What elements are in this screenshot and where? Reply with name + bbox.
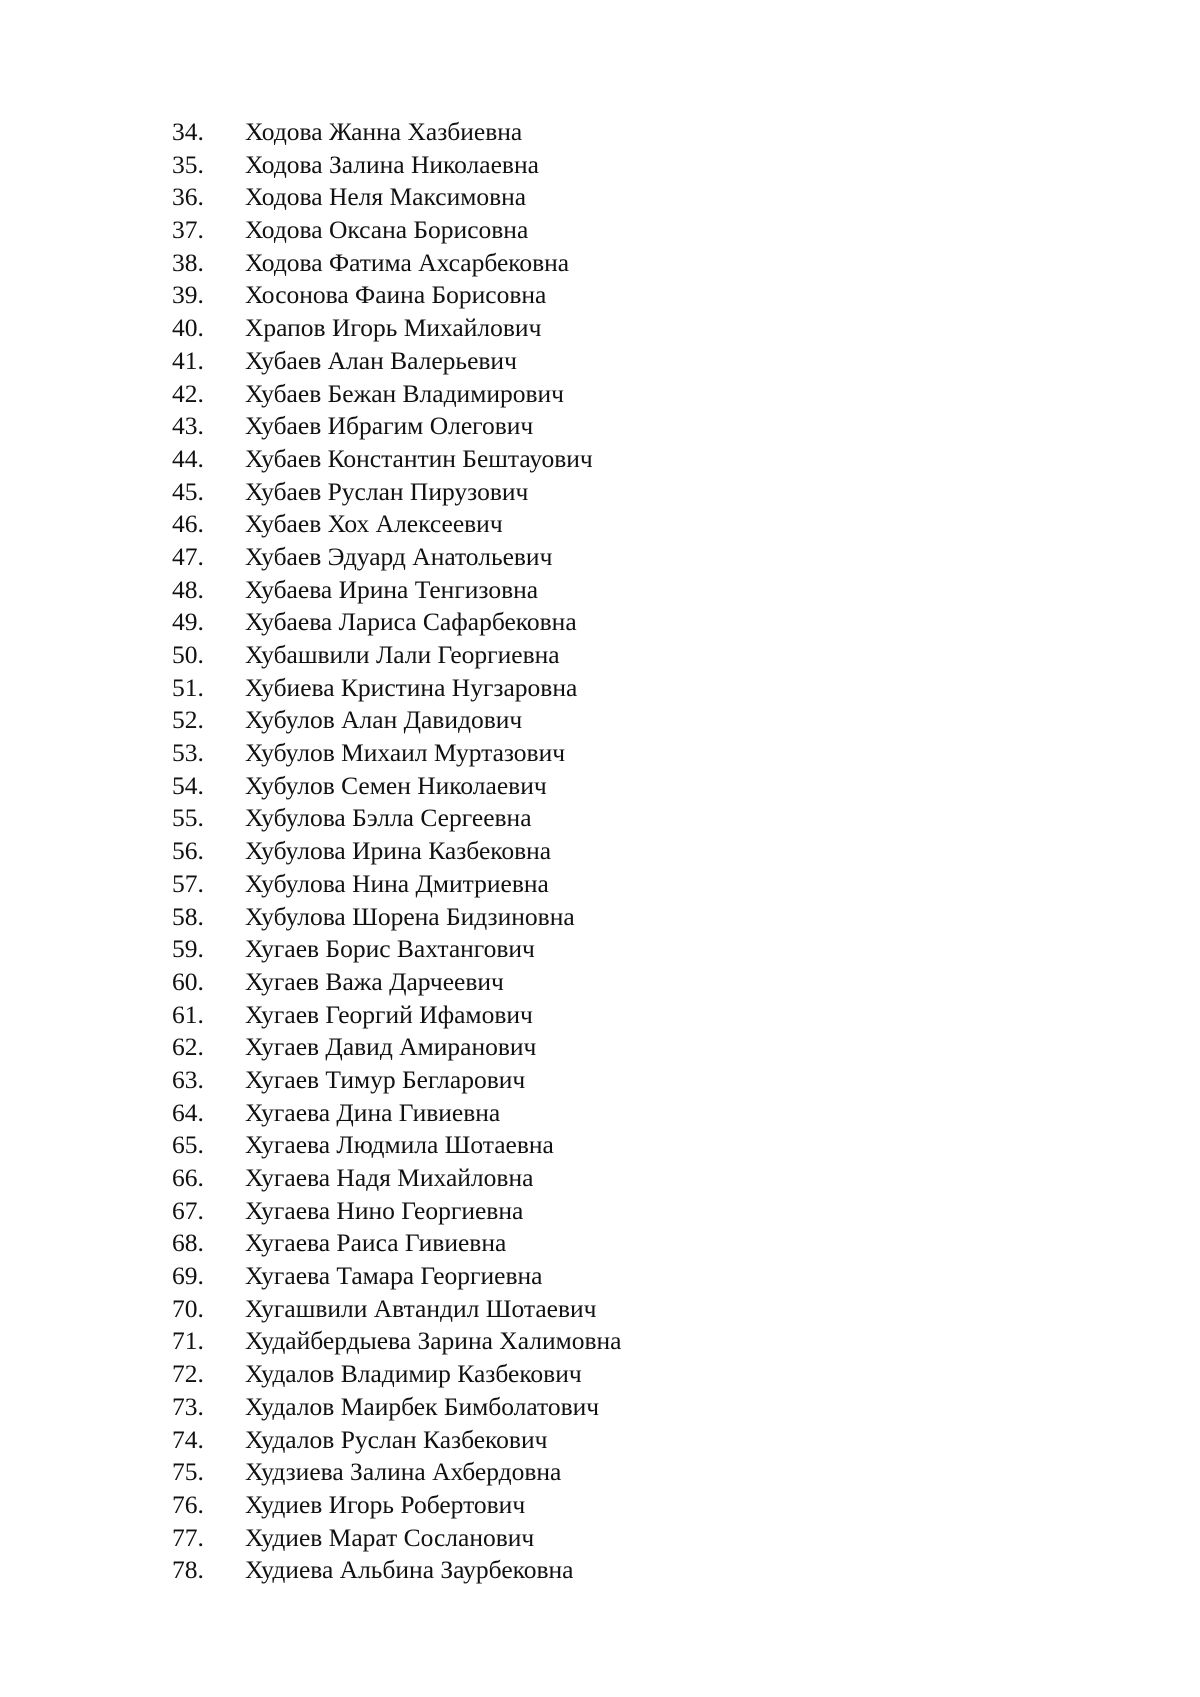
entry-number: 35. xyxy=(172,149,204,179)
list-item xyxy=(172,181,622,214)
entry-number: 51. xyxy=(172,672,204,702)
list-item xyxy=(172,704,622,737)
entry-full-name: Хугаева Раиса Гивиевна xyxy=(245,1228,507,1258)
entry-full-name: Хубулова Шорена Бидзиновна xyxy=(245,901,575,931)
list-item xyxy=(172,1489,622,1522)
entry-full-name: Хугаева Дина Гивиевна xyxy=(245,1097,501,1127)
entry-number: 45. xyxy=(172,476,204,506)
entry-full-name: Хубулова Ирина Казбековна xyxy=(245,836,552,866)
entry-full-name: Хугаев Борис Вахтангович xyxy=(245,934,535,964)
entry-number: 67. xyxy=(172,1195,204,1225)
entry-full-name: Худзиева Залина Ахбердовна xyxy=(245,1457,562,1487)
entry-number: 64. xyxy=(172,1097,204,1127)
list-item xyxy=(172,1325,622,1358)
list-item xyxy=(172,999,622,1032)
entry-number: 63. xyxy=(172,1064,204,1094)
entry-number: 60. xyxy=(172,966,204,996)
entry-number: 73. xyxy=(172,1391,204,1421)
entry-number: 47. xyxy=(172,541,204,571)
entry-number: 66. xyxy=(172,1163,204,1192)
list-item xyxy=(172,672,622,705)
entry-number: 56. xyxy=(172,836,204,866)
entry-full-name: Хугаев Давид Амиранович xyxy=(245,1032,537,1062)
entry-number: 57. xyxy=(172,868,204,898)
entry-full-name: Худалов Маирбек Бимболатович xyxy=(245,1391,600,1421)
list-item xyxy=(172,1064,622,1097)
entry-number: 34. xyxy=(172,117,204,146)
list-item xyxy=(172,1097,622,1130)
entry-full-name: Хубаев Хох Алексеевич xyxy=(245,509,503,539)
list-item xyxy=(172,508,622,541)
list-item xyxy=(172,378,622,411)
entry-number: 76. xyxy=(172,1489,204,1519)
entry-number: 43. xyxy=(172,411,204,441)
entry-full-name: Хубулов Алан Давидович xyxy=(245,705,523,735)
entry-number: 62. xyxy=(172,1032,204,1062)
list-item xyxy=(172,1391,622,1424)
list-item xyxy=(172,443,622,476)
entry-full-name: Худалов Владимир Казбекович xyxy=(245,1359,582,1389)
list-item xyxy=(172,1195,622,1228)
entry-full-name: Хубиева Кристина Нугзаровна xyxy=(245,672,578,702)
entry-full-name: Хугаев Тимур Бегларович xyxy=(245,1064,526,1094)
entry-number: 38. xyxy=(172,247,204,277)
list-item xyxy=(172,606,622,639)
entry-full-name: Худиева Альбина Заурбековна xyxy=(245,1555,574,1585)
entry-number: 40. xyxy=(172,313,204,343)
list-item xyxy=(172,1227,622,1260)
entry-full-name: Худиев Марат Сосланович xyxy=(245,1522,535,1552)
list-item xyxy=(172,410,622,443)
entry-number: 52. xyxy=(172,705,204,735)
list-item xyxy=(172,1293,622,1326)
entry-number: 68. xyxy=(172,1228,204,1258)
list-item xyxy=(172,737,622,770)
entry-full-name: Хугаев Георгий Ифамович xyxy=(245,999,533,1029)
entry-full-name: Храпов Игорь Михайлович xyxy=(245,313,542,343)
entry-number: 39. xyxy=(172,280,204,310)
list-item xyxy=(172,149,622,182)
entry-full-name: Хугаева Тамара Георгиевна xyxy=(245,1261,543,1291)
entry-number: 44. xyxy=(172,443,204,473)
entry-number: 49. xyxy=(172,607,204,637)
entry-number: 41. xyxy=(172,345,204,375)
entry-full-name: Хубаев Алан Валерьевич xyxy=(245,345,517,375)
list-item xyxy=(172,639,622,672)
list-item xyxy=(172,1358,622,1391)
entry-number: 59. xyxy=(172,934,204,964)
entry-number: 58. xyxy=(172,901,204,931)
entry-full-name: Ходова Неля Максимовна xyxy=(245,182,527,212)
entry-full-name: Ходова Залина Николаевна xyxy=(245,149,539,179)
entry-number: 72. xyxy=(172,1359,204,1389)
entry-full-name: Худалов Руслан Казбекович xyxy=(245,1424,548,1454)
entry-number: 70. xyxy=(172,1293,204,1323)
entry-number: 77. xyxy=(172,1522,204,1552)
entry-number: 48. xyxy=(172,574,204,604)
list-item xyxy=(172,1129,622,1162)
entry-full-name: Худиев Игорь Робертович xyxy=(245,1489,526,1519)
list-item xyxy=(172,247,622,280)
entry-full-name: Ходова Фатима Ахсарбековна xyxy=(245,247,570,277)
list-item xyxy=(172,1260,622,1293)
list-item xyxy=(172,835,622,868)
entry-full-name: Хубулова Нина Дмитриевна xyxy=(245,868,549,898)
list-item xyxy=(172,312,622,345)
entry-full-name: Хубаев Константин Бештауович xyxy=(245,443,593,473)
list-item xyxy=(172,214,622,247)
entry-full-name: Ходова Жанна Хазбиевна xyxy=(245,117,523,146)
list-item xyxy=(172,116,622,149)
list-item xyxy=(172,901,622,934)
entry-full-name: Худайбердыева Зарина Халимовна xyxy=(245,1326,622,1356)
entry-number: 42. xyxy=(172,378,204,408)
list-item xyxy=(172,802,622,835)
entry-full-name: Хубаева Ирина Тенгизовна xyxy=(245,574,539,604)
entry-number: 37. xyxy=(172,215,204,245)
entry-number: 71. xyxy=(172,1326,204,1356)
entry-full-name: Хосонова Фаина Борисовна xyxy=(245,280,547,310)
entry-number: 54. xyxy=(172,770,204,800)
list-item xyxy=(172,574,622,607)
entry-full-name: Хугаева Надя Михайловна xyxy=(245,1163,534,1192)
entry-full-name: Ходова Оксана Борисовна xyxy=(245,215,529,245)
entry-full-name: Хубулов Семен Николаевич xyxy=(245,770,547,800)
entry-full-name: Хубаева Лариса Сафарбековна xyxy=(245,607,577,637)
list-item xyxy=(172,1424,622,1457)
entry-number: 69. xyxy=(172,1261,204,1291)
entry-number: 46. xyxy=(172,509,204,539)
entry-full-name: Хубаев Бежан Владимирович xyxy=(245,378,564,408)
entry-full-name: Хубулов Михаил Муртазович xyxy=(245,738,566,768)
entry-number: 78. xyxy=(172,1555,204,1585)
entry-number: 74. xyxy=(172,1424,204,1454)
entry-number: 75. xyxy=(172,1457,204,1487)
list-item xyxy=(172,933,622,966)
list-item xyxy=(172,966,622,999)
list-item xyxy=(172,1554,622,1587)
list-item xyxy=(172,1456,622,1489)
list-item xyxy=(172,279,622,312)
entry-full-name: Хубулова Бэлла Сергеевна xyxy=(245,803,532,833)
list-item xyxy=(172,476,622,509)
entry-full-name: Хугаев Важа Дарчеевич xyxy=(245,966,504,996)
entry-full-name: Хубаев Ибрагим Олегович xyxy=(245,411,534,441)
entry-number: 55. xyxy=(172,803,204,833)
list-item xyxy=(172,868,622,901)
entry-full-name: Хугаева Людмила Шотаевна xyxy=(245,1130,554,1160)
list-item xyxy=(172,345,622,378)
entry-number: 61. xyxy=(172,999,204,1029)
entry-number: 53. xyxy=(172,738,204,768)
entry-full-name: Хубашвили Лали Георгиевна xyxy=(245,640,560,669)
list-item xyxy=(172,1522,622,1555)
name-list xyxy=(172,116,622,1587)
entry-number: 50. xyxy=(172,640,204,669)
list-item xyxy=(172,1031,622,1064)
list-item xyxy=(172,1162,622,1195)
list-item xyxy=(172,541,622,574)
entry-number: 65. xyxy=(172,1130,204,1160)
entry-full-name: Хугашвили Автандил Шотаевич xyxy=(245,1293,597,1323)
entry-number: 36. xyxy=(172,182,204,212)
list-item xyxy=(172,770,622,803)
entry-full-name: Хубаев Руслан Пирузович xyxy=(245,476,529,506)
entry-full-name: Хугаева Нино Георгиевна xyxy=(245,1195,524,1225)
entry-full-name: Хубаев Эдуард Анатольевич xyxy=(245,541,553,571)
